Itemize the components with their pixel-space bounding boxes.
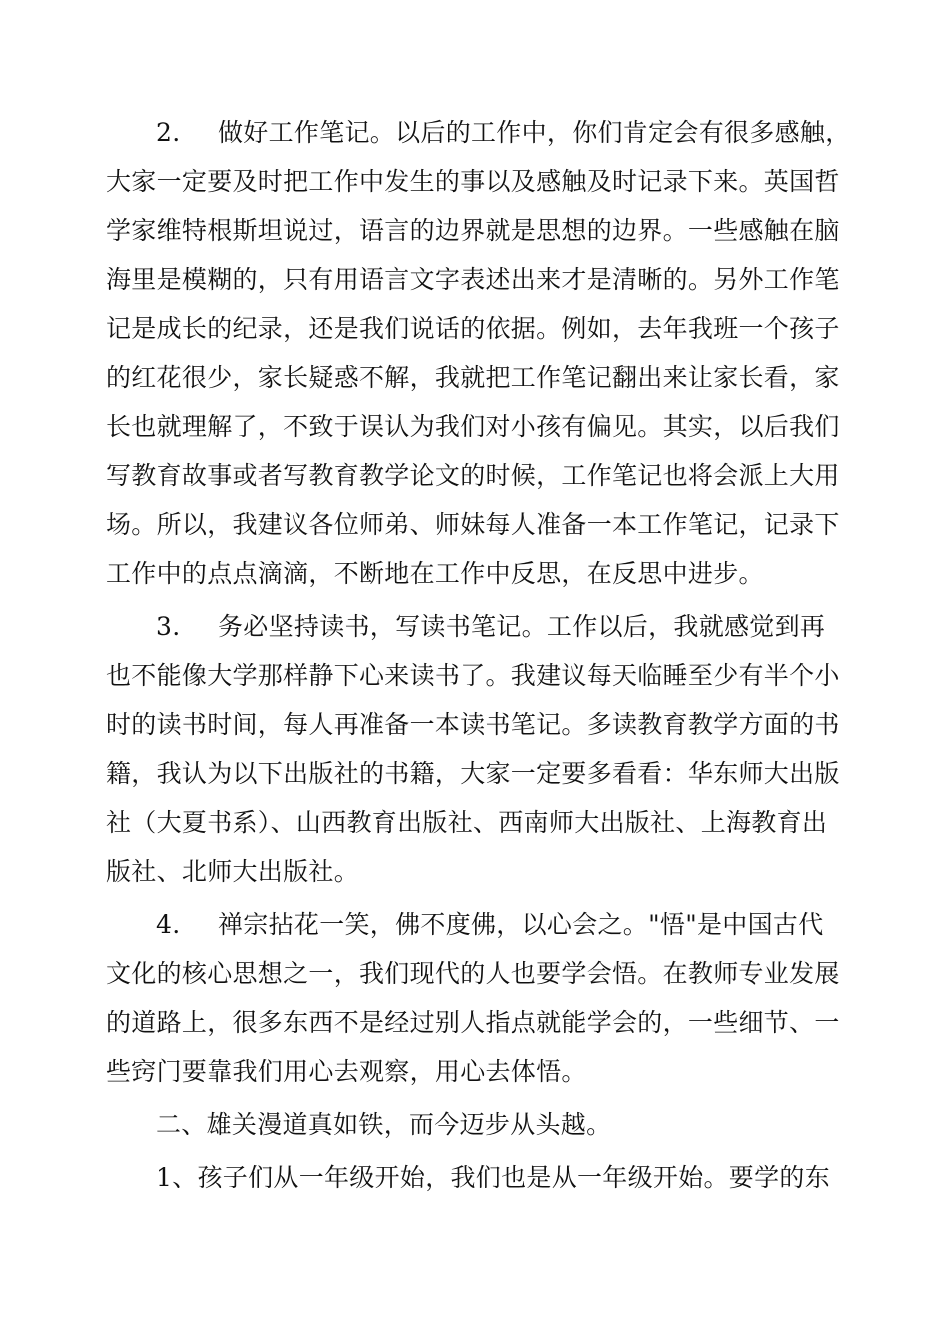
paragraph-line: 时的读书时间，每人再准备一本读书笔记。多读教育教学方面的书 [106,710,840,739]
paragraph-item-2 [106,108,851,598]
paragraph-item-3 [106,602,842,896]
item-number: 2. [156,118,181,147]
paragraph-line: 学家维特根斯坦说过，语言的边界就是思想的边界。一些感触在脑 [106,216,840,245]
document-body [106,108,851,1202]
paragraph-line: 社（大夏书系）、山西教育出版社、西南师大出版社、上海教育出 [106,808,828,837]
line-text: 务必坚持读书，写读书笔记。工作以后，我就感觉到再 [218,612,826,641]
paragraph-line [106,900,842,949]
section-paragraph-1 [106,1153,842,1202]
paragraph-line: 文化的核心思想之一，我们现代的人也要学会悟。在教师专业发展 [106,959,840,988]
paragraph-line: 些窍门要靠我们用心去观察，用心去体悟。 [106,1057,587,1086]
item-number: 3. [156,612,181,641]
paragraph-line: 工作中的点点滴滴，不断地在工作中反思，在反思中进步。 [106,559,764,588]
section-heading [106,1100,842,1149]
paragraph-line: 也不能像大学那样静下心来读书了。我建议每天临睡至少有半个小 [106,661,840,690]
paragraph-line: 版社、北师大出版社。 [106,857,360,886]
paragraph-line [106,108,851,157]
item-number: 4. [156,910,181,939]
paragraph-line: 写教育故事或者写教育教学论文的时候，工作笔记也将会派上大用 [106,461,840,490]
paragraph-line: 海里是模糊的，只有用语言文字表述出来才是清晰的。另外工作笔 [106,265,840,294]
paragraph-line: 场。所以，我建议各位师弟、师妹每人准备一本工作笔记，记录下 [106,510,840,539]
line-text: 做好工作笔记。以后的工作中，你们肯定会有很多感触， [218,118,851,147]
paragraph-line: 的道路上，很多东西不是经过别人指点就能学会的，一些细节、一 [106,1008,840,1037]
paragraph-line: 长也就理解了，不致于误认为我们对小孩有偏见。其实，以后我们 [106,412,840,441]
paragraph-line: 大家一定要及时把工作中发生的事以及感触及时记录下来。英国哲 [106,167,840,196]
paragraph-line: 记是成长的纪录，还是我们说话的依据。例如，去年我班一个孩子 [106,314,840,343]
line-text: 禅宗拈花一笑，佛不度佛，以心会之。"悟"是中国古代 [218,910,824,939]
paragraph-item-4 [106,900,842,1096]
paragraph-line: 籍，我认为以下出版社的书籍，大家一定要多看看：华东师大出版 [106,759,840,788]
section-heading-text: 二、雄关漫道真如铁，而今迈步从头越。 [156,1110,612,1139]
paragraph-line: 1、孩子们从一年级开始，我们也是从一年级开始。要学的东 [156,1163,831,1192]
paragraph-line [106,602,842,651]
paragraph-line: 的红花很少，家长疑惑不解，我就把工作笔记翻出来让家长看，家 [106,363,840,392]
